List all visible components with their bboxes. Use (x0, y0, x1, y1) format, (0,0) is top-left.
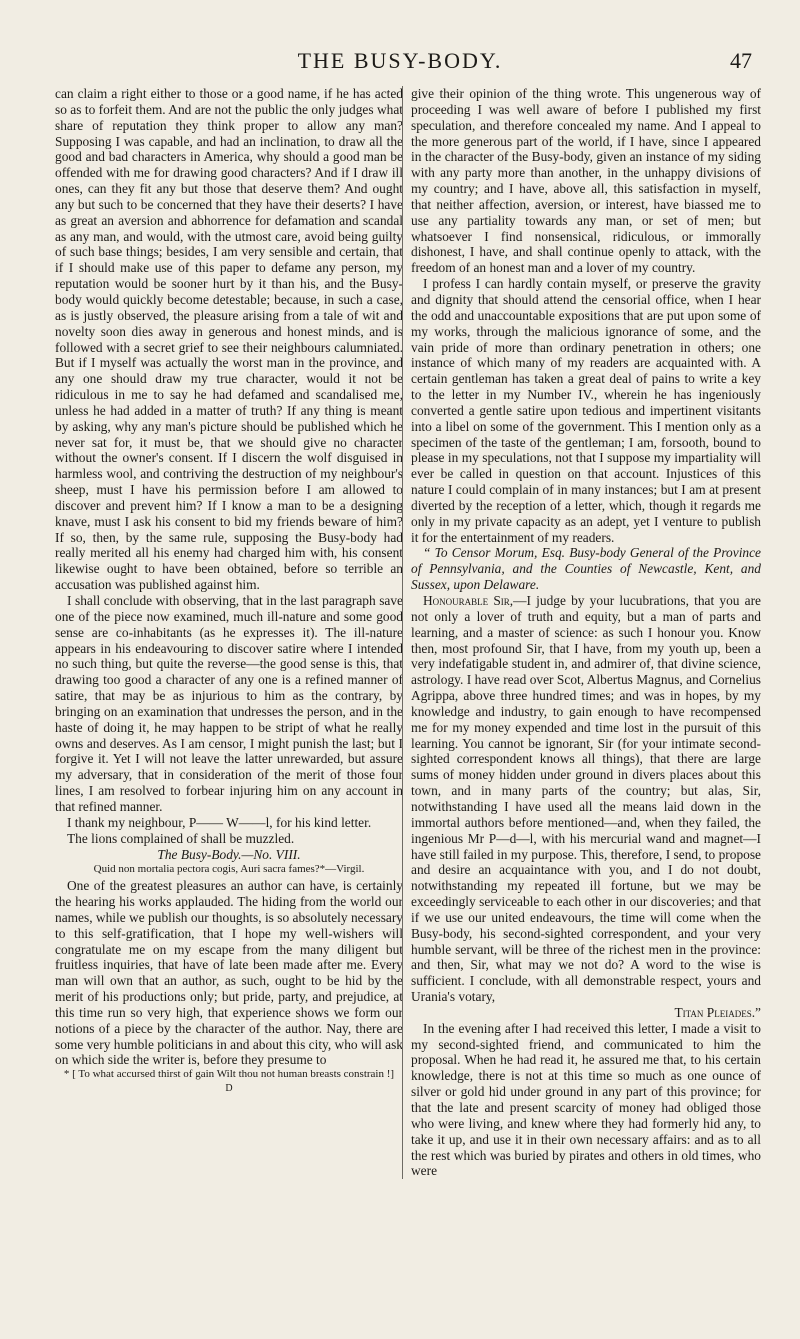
paragraph: I shall conclude with observing, that in the last paragraph save one of the piece now examined, much ill-nature and some good sense are co-inhabitants (as he expresses it). The ill-nature appears in his endeavouring to discover satire where I intended no such thing, but quite the reverse—the good sense is this, that drawing too good a character of any one is a refined manner of satire, that may be as injurious to him as the contrary, by bringing on an examination that undresses the person, and in the haste of doing it, he may happen to be stript of what he really owns and deserves. As I am censor, I might punish the last; but I forgive it. Yet I will not leave the latter unrewarded, but assure my adversary, that in consideration of the merit of those four lines, I am resolved to forbear injuring him on any account in that refined manner. (55, 593, 403, 814)
running-title: THE BUSY-BODY. (297, 48, 503, 73)
letter-signature: Titan Pleiades.” (674, 1004, 761, 1020)
paragraph: I profess I can hardly contain myself, or preserve the gravity and dignity that should attend the censorial office, when I hear the odd and unaccountable expositions that are put upon some of my works, through the malicious ignorance of some, and the vain pride of more than ordinary penetration in others; one instance of which many of my readers are acquainted with. A certain gentleman has taken a great deal of pains to write a key to the letter in my Number IV., wherein he has ingeniously converted a gentle satire upon tedious and impertinent visitants into a libel on some of the government. This I mention only as a specimen of the taste of the gentleman; I am, forsooth, bound to please in my speculations, not that I suppose my impartiality will ever be called in question on that account. Injustices of this nature I could complain of in many instances; but I am at present diverted by the reception of a letter, which, though it regards me only in my private capacity as an adept, yet I venture to publish it for the entertainment of my readers. (411, 276, 761, 545)
page-number: 47 (730, 48, 752, 73)
letter-body (411, 593, 761, 1005)
paragraph: The lions complained of shall be muzzled. (67, 830, 295, 846)
paragraph: give their opinion of the thing wrote. This ungenerous way of proceeding I was well aware of before I published my first speculation, and therefore concealed my name. And I appeal to the more generous part of the world, if I have, since I appeared in the character of the Busy-body, given an instance of my siding with any party more than another, in the unhappy divisions of my country; and I have, above all, this satisfaction in myself, that neither affection, aversion, or interest, have biassed me to use any partiality towards any man, or set of men; but whatsoever I find nonsensical, ridiculous, or immorally dishonest, I have, and shall continue openly to attack, with the freedom of an honest man and a lover of my country. (411, 86, 761, 276)
right-column (402, 86, 761, 1179)
paragraph: I thank my neighbour, P—— W——l, for his kind letter. (67, 814, 372, 830)
salutation: Honourable Sir, (423, 593, 514, 608)
footnote: * [ To what accursed thirst of gain Wilt thou not human breasts constrain !] (63, 1068, 395, 1081)
letter-heading: “ To Censor Morum, Esq. Busy-body General of the Province of Pennsylvania, and the Counties of Newcastle, Kent, and Sussex, upon Delaware. (411, 545, 761, 593)
paragraph: One of the greatest pleasures an author can have, is certainly the hearing his works applauded. The hiding from the world our names, while we publish our thoughts, is so absolutely necessary to this self-gratification, that I hope my well-wishers will congratulate me on my escape from the many diligent but fruitless inquiries, that have of late been made after me. Every man will own that an author, as such, ought to be hid by the merit of his productions only; but pride, party, and prejudice, at this time run so very high, that experience shows we form our notions of a piece by the character of the author. Nay, there are some very humble politicians in and about this city, who will ask on which side the writer is, before they presume to (55, 878, 403, 1068)
left-column (55, 86, 403, 1097)
page-header (48, 48, 752, 78)
paragraph: In the evening after I had received this letter, I made a visit to my second-sighted friend, and communicated to him the proposal. When he had read it, he assured me that, to his certain knowledge, there is not at this time so much as one ounce of silver or gold hid under ground in any part of this province; for that the late and present scarcity of money had obliged those who were living, and knew where they had formerly hid any, to take it up, and use it in their own necessary affairs: and as to all the rest which was buried by pirates and others in old times, who were (411, 1020, 761, 1179)
paragraph: can claim a right either to those or a good name, if he has acted so as to forfeit them. And are not the public the only judges what share of reputation they think proper to allow any man? Supposing I was capable, and had an inclination, to draw all the good and bad characters in America, why should a good man be offended with me for drawing good characters? And if I draw ill ones, can they fit any but those that deserve them? And ought any but such to be concerned that they have their deserts? I have as great an aversion and abhorrence for defamation and scandal as any man, and would, with the utmost care, avoid being guilty of such base things; besides, I am very sensible and certain, that if I should make use of this paper to defame any person, my reputation would be sooner hurt by it than his, and the Busy-body would quickly become detestable; because, in such a case, as is justly observed, the pleasure arising from a tale of wit and novelty soon dies away in generous and honest minds, and is followed with a secret grief to see their neighbours calumniated. But if I myself was actually the worst man in the province, and any one should draw my true character, would it not be ridiculous in me to say he had defamed and scandalised me, unless he had added in a matter of truth? If any thing is meant by asking, why any man's picture should be published which he never sat for, it must be, that we should give no character without the owner's consent. If I discern the wolf disguised in harmless wool, and contriving the destruction of my neighbour's sheep, must I have his permission before I am allowed to discover and prevent him? If I know a man to be a designing knave, must I ask his consent to bid my friends beware of him? If so, then, by the same rule, supposing the Busy-body had really merited all his enemy had charged him with, his consent likewise ought to have been obtained, before so terrible an accusation was published against him. (55, 86, 403, 593)
signature-mark: D (225, 1083, 233, 1095)
epigraph: Quid non mortalia pectora cogis, Auri sacra fames?*—Virgil. (93, 863, 365, 876)
article-title: The Busy-Body.—No. VIII. (157, 846, 301, 862)
letter-text: —I judge by your lucubrations, that you are not only a lover of truth and equity, but a man of parts and learning, and a master of science: as such I honour you. Know then, most profound Sir, that I have, from my youth up, been a very indefatigable student in, and admirer of, that divine science, astrology. I have read over Scot, Albertus Magnus, and Cornelius Agrippa, above three hundred times; and was in hopes, by my knowledge and industry, to gain enough to have recompensed me for my money expended and time lost in the pursuit of this learning. You cannot be ignorant, Sir (for your intimate second-sighted correspondent knows all things), that there are large sums of money hidden under ground in divers places about this town, and in many parts of the country; but alas, Sir, notwithstanding I have used all the means laid down in the immortal authors before mentioned—and, when they failed, the ingenious Mr P—d—l, with his mercurial wand and magnet—I have still failed in my purpose. This, therefore, I send, to propose and desire an acquaintance with you, and I do not doubt, notwithstanding my repeated ill fortune, but we may be exceedingly serviceable to each other in our discoveries; and that if we use our united endeavours, the time will come when the Busy-body, his second-sighted correspondent, and your very humble servant, will be three of the richest men in the province: and then, Sir, what may we not do? A word to the wise is sufficient. I conclude, with all demonstrable respect, yours and Urania's votary, (411, 593, 762, 1005)
